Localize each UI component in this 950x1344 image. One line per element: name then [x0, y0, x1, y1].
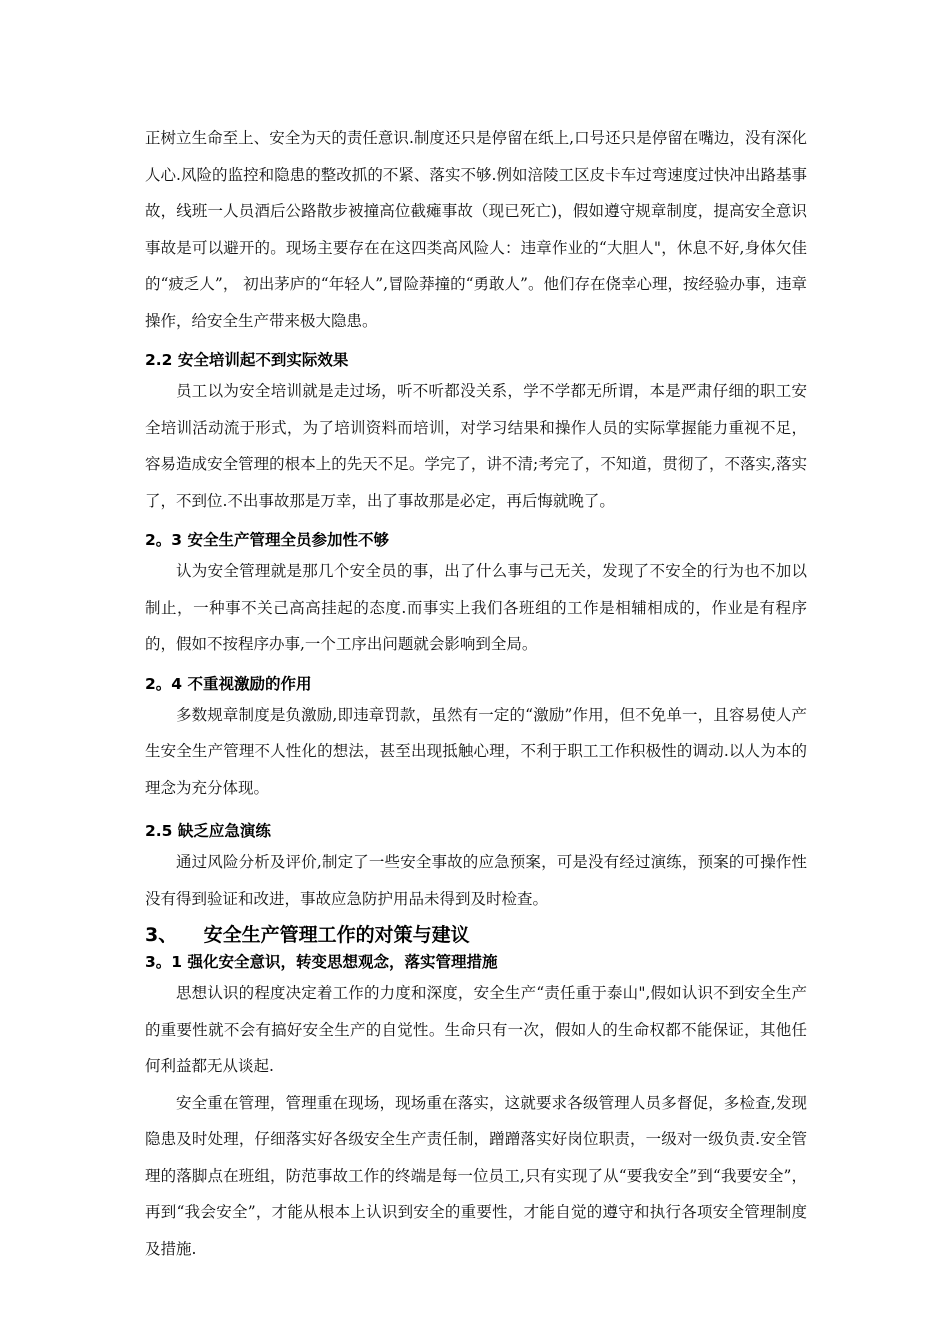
paragraph-2-3: 认为安全管理就是那几个安全员的事，出了什么事与己无关，发现了不安全的行为也不加以制止，一种事不关己高高挂起的态度.而事实上我们各班组的工作是相辅相成的，作业是有程序的，假如不按程序办事,一个工序出问题就会影响到全局。: [145, 562, 807, 653]
paragraph-2-5: 通过风险分析及评价,制定了一些安全事故的应急预案，可是没有经过演练，预案的可操作性没有得到验证和改进，事故应急防护用品未得到及时检查。: [145, 853, 807, 908]
heading-2-5: 2.5 缺乏应急演练: [145, 822, 271, 840]
heading-3-1: 3。1 强化安全意识，转变思想观念，落实管理措施: [145, 953, 498, 971]
paragraph-2-4: 多数规章制度是负激励,即违章罚款，虽然有一定的“激励”作用，但不免单一，且容易使人产生安全生产管理不人性化的想法，甚至出现抵触心理，不利于职工工作积极性的调动.以人为本的理念为充分体现。: [145, 705, 807, 797]
heading-3: 3、 安全生产管理工作的对策与建议: [145, 924, 470, 946]
paragraph-3-1b: 安全重在管理，管理重在现场，现场重在落实，这就要求各级管理人员多督促，多检查,发现隐患及时处理，仔细落实好各级安全生产责任制，蹭蹭落实好岗位职责，一级对一级负责.安全管理的落脚点在班组，防范事故工作的终端是每一位员工,只有实现了从“要我安全”到“我要安全”，再到“我会安全”，才能从根本上认识到安全的重要性，才能自觉的遵守和执行各项安全管理制度及措施.: [145, 1093, 807, 1258]
heading-2-2: 2.2 安全培训起不到实际效果: [145, 351, 349, 369]
heading-2-4: 2。4 不重视激励的作用: [145, 674, 312, 693]
intro-paragraph: 正树立生命至上、安全为天的责任意识.制度还只是停留在纸上,口号还只是停留在嘴边，没有深化人心.风险的监控和隐患的整改抓的不紧、落实不够.例如涪陵工区皮卡车过弯速度过快冲出路基事故，线班一人员酒后公路散步被撞高位截瘫事故（现已死亡)，假如遵守规章制度，提高安全意识事故是可以避开的。现场主要存在在这四类高风险人：违章作业的“大胆人"，休息不好,身体欠佳的“疲乏人”， 初出茅庐的“年轻人”,冒险莽撞的“勇敢人”。他们存在侥幸心理，按经验办事，违章操作，给安全生产带来极大隐患。: [145, 129, 807, 330]
document-body: [145, 120, 807, 1267]
paragraph-2-2: 员工以为安全培训就是走过场，听不听都没关系，学不学都无所谓，本是严肃仔细的职工安全培训活动流于形式，为了培训资料而培训，对学习结果和操作人员的实际掌握能力重视不足，容易造成安全管理的根本上的先天不足。学完了，讲不清;考完了，不知道，贯彻了，不落实,落实了，不到位.不出事故那是万幸，出了事故那是必定，再后悔就晚了。: [145, 382, 807, 510]
heading-2-3: 2。3 安全生产管理全员参加性不够: [145, 531, 389, 549]
paragraph-3-1a: 思想认识的程度决定着工作的力度和深度，安全生产“责任重于泰山",假如认识不到安全生产的重要性就不会有搞好安全生产的自觉性。生命只有一次，假如人的生命权都不能保证，其他任何利益都无从谈起.: [145, 984, 807, 1075]
